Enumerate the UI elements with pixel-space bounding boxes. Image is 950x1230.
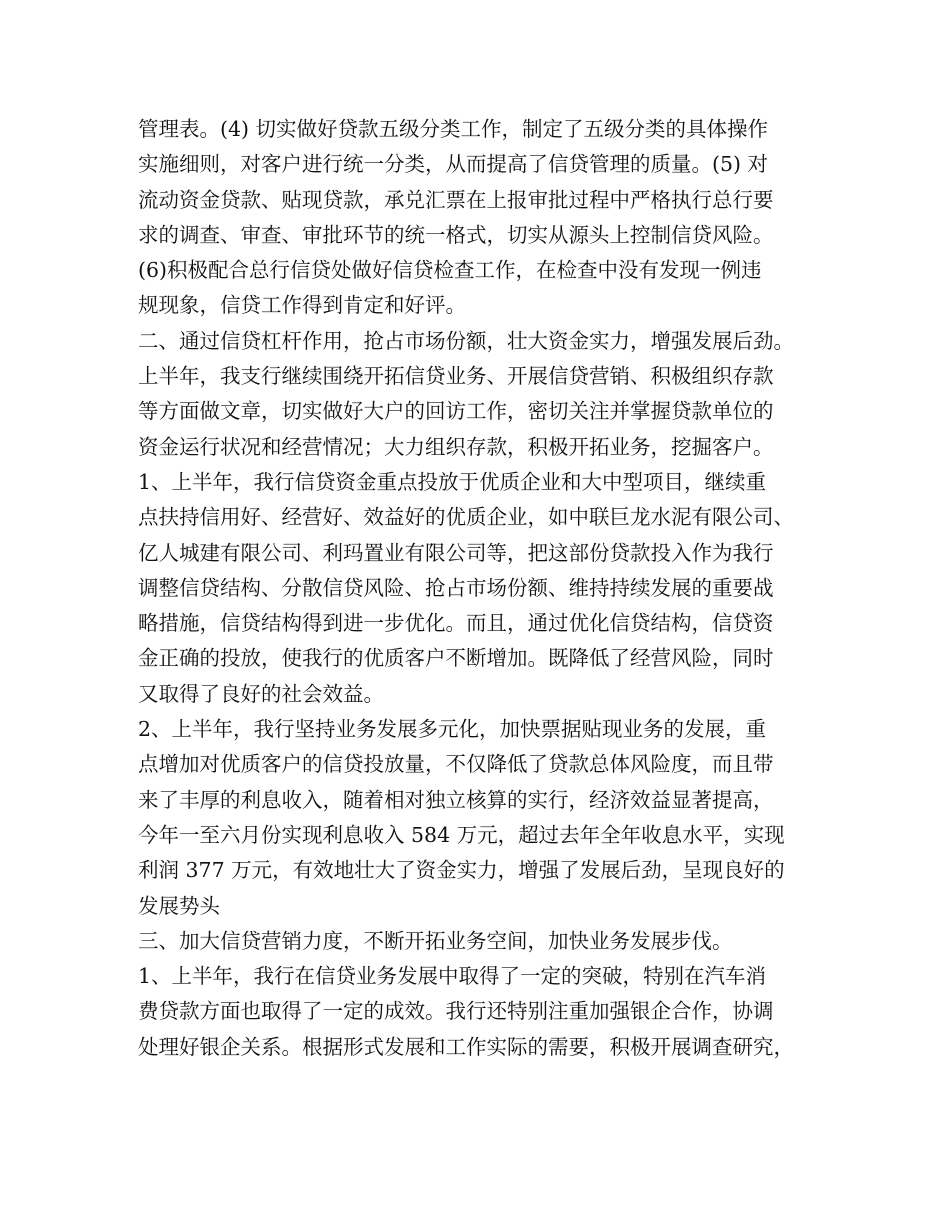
- text-line: 1、上半年，我行在信贷业务发展中取得了一定的突破，特别在汽车消: [138, 964, 767, 989]
- text-line: 实施细则，对客户进行统一分类，从而提高了信贷管理的质量。(5) 对: [138, 152, 769, 177]
- text-line: 点增加对优质客户的信贷投放量，不仅降低了贷款总体风险度，而且带: [138, 752, 774, 777]
- text-line: 上半年，我支行继续围绕开拓信贷业务、开展信贷营销、积极组织存款: [138, 364, 774, 389]
- text-line: 费贷款方面也取得了一定的成效。我行还特别注重加强银企合作，协调: [138, 999, 774, 1024]
- text-line: 规现象，信贷工作得到肯定和好评。: [138, 293, 466, 318]
- text-line: 资金运行状况和经营情况；大力组织存款，积极开拓业务，挖掘客户。: [138, 434, 774, 459]
- text-line: 今年一至六月份实现利息收入 584 万元，超过去年全年收息水平，实现: [138, 822, 785, 847]
- section-heading: 三、加大信贷营销力度，不断开拓业务空间，加快业务发展步伐。: [138, 928, 733, 953]
- text-line: 金正确的投放，使我行的优质客户不断增加。既降低了经营风险，同时: [138, 646, 774, 671]
- text-line: (6)积极配合总行信贷处做好信贷检查工作，在检查中没有发现一例违: [138, 258, 762, 283]
- text-line: 等方面做文章，切实做好大户的回访工作，密切关注并掌握贷款单位的: [138, 399, 774, 424]
- text-line: 略措施，信贷结构得到进一步优化。而且，通过优化信贷结构，信贷资: [138, 611, 774, 636]
- text-line: 处理好银企关系。根据形式发展和工作实际的需要，积极开展调查研究，: [138, 1034, 794, 1059]
- text-line: 又取得了良好的社会效益。: [138, 681, 384, 706]
- document-body: [138, 112, 828, 1065]
- text-line: 流动资金贷款、贴现贷款，承兑汇票在上报审批过程中严格执行总行要: [138, 187, 774, 212]
- text-line: 来了丰厚的利息收入，随着相对独立核算的实行，经济效益显著提高，: [138, 787, 774, 812]
- text-line: 管理表。(4) 切实做好贷款五级分类工作，制定了五级分类的具体操作: [138, 117, 769, 141]
- text-line: 利润 377 万元，有效地壮大了资金实力，增强了发展后劲，呈现良好的: [138, 858, 785, 883]
- section-heading: 二、通过信贷杠杆作用，抢占市场份额，壮大资金实力，增强发展后劲。: [138, 328, 794, 353]
- text-line: 2、上半年，我行坚持业务发展多元化，加快票据贴现业务的发展，重: [138, 717, 767, 742]
- text-line: 点扶持信用好、经营好、效益好的优质企业，如中联巨龙水泥有限公司、: [138, 505, 794, 530]
- text-line: 发展势头: [138, 893, 220, 918]
- text-line: 1、上半年，我行信贷资金重点投放于优质企业和大中型项目，继续重: [138, 469, 767, 494]
- text-line: 调整信贷结构、分散信贷风险、抢占市场份额、维持持续发展的重要战: [138, 575, 774, 600]
- text-line: 亿人城建有限公司、利玛置业有限公司等，把这部份贷款投入作为我行: [138, 540, 774, 565]
- text-line: 求的调查、审查、审批环节的统一格式，切实从源头上控制信贷风险。: [138, 222, 774, 247]
